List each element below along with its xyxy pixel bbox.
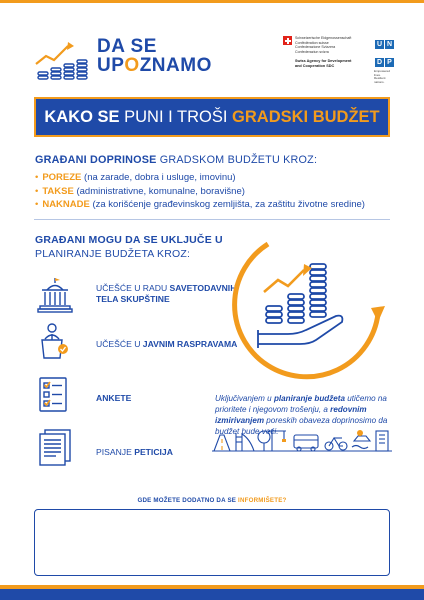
survey-checklist-icon: [36, 376, 74, 414]
title-part3: GRADSKI BUDŽET: [232, 107, 380, 126]
title-part2: PUNI I TROŠI: [124, 107, 233, 126]
budget-cycle-illustration: [228, 226, 392, 396]
coins-growth-logo-icon: [34, 42, 92, 82]
undp-logo: [374, 33, 396, 84]
logo-text-line2: UPOZNAMO: [97, 55, 212, 76]
swiss-flag-icon: [283, 36, 292, 45]
info-answer-box[interactable]: [34, 509, 390, 576]
list-item: • TAKSE (administrativne, komunalne, boravišne): [35, 185, 245, 197]
bottom-accent-bar: [0, 585, 424, 600]
participation-heading-line2: PLANIRANJE BUDŽETA KROZ:: [35, 248, 191, 260]
swiss-confederation-text: Schweizerische Eidgenossenschaft Confédération suisse Confederazione Svizzera Confederaziun svizra: [295, 36, 352, 54]
participation-item-surveys: ANKETE: [96, 393, 132, 403]
page-title-banner: [34, 97, 390, 137]
parliament-building-icon: [36, 276, 74, 314]
list-item: • NAKNADE (za korišćenje građevinskog zemljišta, za zaštitu životne sredine): [35, 199, 365, 210]
logo-text-line1: DA SE: [97, 36, 157, 57]
undp-cell: D: [376, 59, 383, 66]
public-speaker-podium-icon: [36, 322, 74, 360]
participation-heading-line1: GRAĐANI MOGU DA SE UKLJUČE U: [35, 234, 223, 246]
undp-cell: P: [385, 58, 394, 67]
participation-benefit-text: Uključivanjem u planiranje budžeta utičemo na prioritete i njegovom trošenju, a redovnim izmirivanjem poreskih obaveza doprinosimo da budžet bude veći.: [215, 394, 388, 436]
top-accent-bar: [0, 0, 424, 3]
undp-tagline: Empowered lives. Resilient nations.: [374, 69, 391, 84]
participation-item-hearings: UČEŠĆE U JAVNIM RASPRAVAMA: [96, 339, 238, 349]
city-services-icons: [212, 425, 392, 453]
contributions-heading: GRAĐANI DOPRINOSE GRADSKOM BUDŽETU KROZ:: [35, 154, 318, 166]
undp-cell: N: [386, 41, 393, 48]
list-item: • POREZE (na zarade, dobra i usluge, imovinu): [35, 172, 236, 183]
petition-document-icon: [36, 428, 74, 466]
undp-cell: U: [376, 41, 383, 48]
more-info-question: GDE MOŽETE DODATNO DA SE INFORMIŠETE?: [137, 497, 287, 504]
participation-item-councils: UČEŠĆE U RADU SAVETODAVNIH TELA SKUPŠTINE: [96, 283, 237, 304]
sdc-agency-text: Swiss Agency for Development and Cooperation SDC: [295, 59, 352, 68]
title-part1: KAKO SE: [44, 107, 125, 126]
section-divider: [34, 219, 390, 220]
participation-item-petitions: PISANJE PETICIJA: [96, 447, 173, 457]
contributions-list: [35, 171, 395, 212]
